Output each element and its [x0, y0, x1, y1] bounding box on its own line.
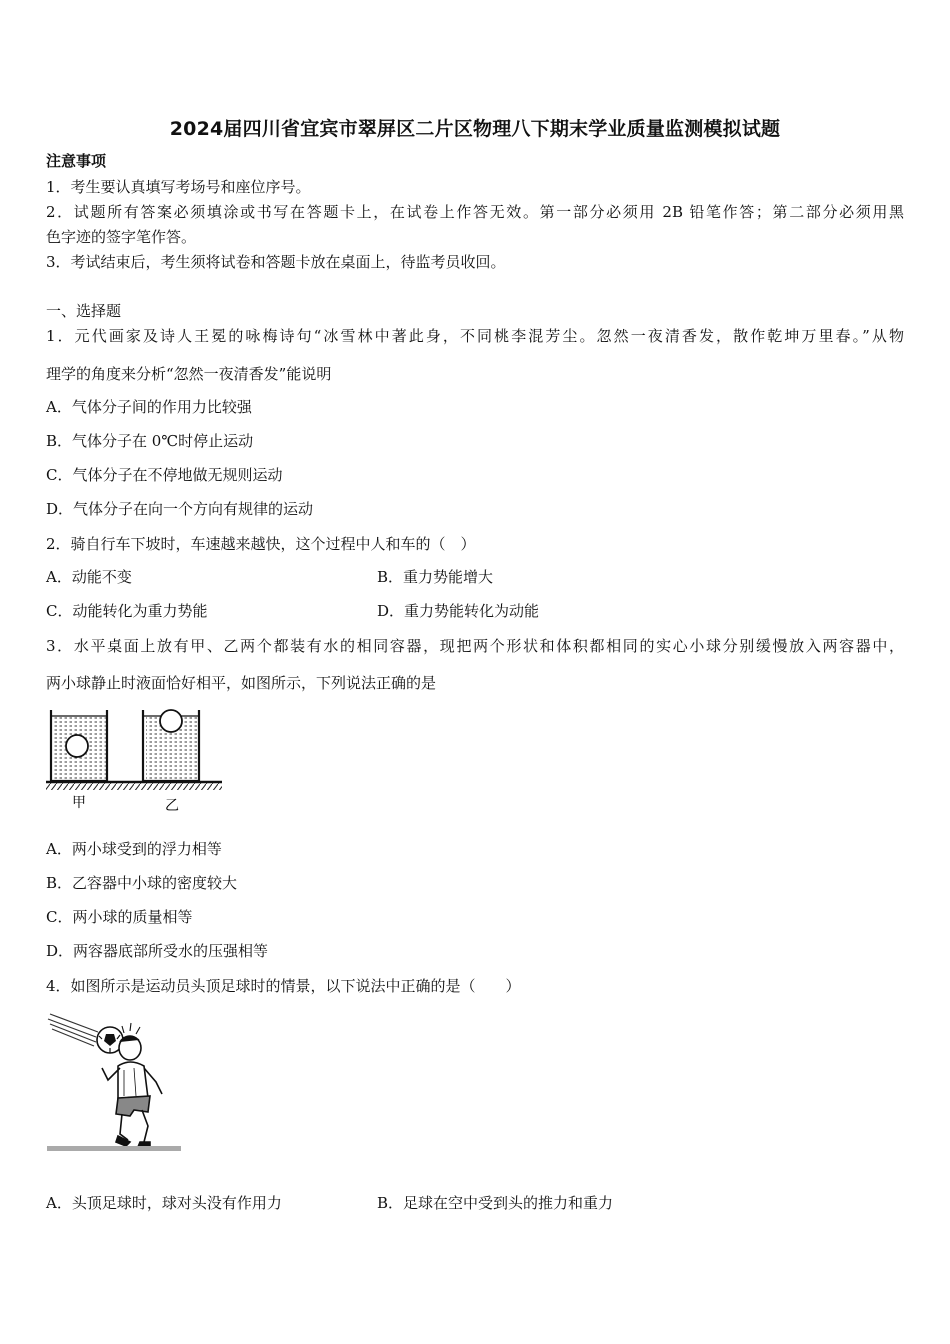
container-yi: [143, 710, 199, 781]
q2-option-c: C．动能转化为重力势能: [46, 602, 208, 620]
notice-item: 3．考试结束后，考生须将试卷和答题卡放在桌面上，待监考员收回。: [46, 253, 506, 271]
notice-heading: 注意事项: [46, 152, 107, 170]
notice-item: 2．试题所有答案必须填涂或书写在答题卡上，在试卷上作答无效。第一部分必须用 2B 铅笔作答；第二部分必须用黑: [46, 203, 904, 221]
q4-option-b: B．足球在空中受到头的推力和重力: [377, 1194, 614, 1212]
motion-lines: [48, 1014, 98, 1046]
q1-option-a: A．气体分子间的作用力比较强: [46, 398, 252, 416]
q1-option-d: D．气体分子在向一个方向有规律的运动: [46, 500, 314, 518]
q4-stem: 4．如图所示是运动员头顶足球时的情景，以下说法中正确的是（ ）: [46, 977, 521, 995]
section-heading: 一、选择题: [46, 302, 122, 320]
q4-option-a: A．头顶足球时，球对头没有作用力: [46, 1194, 282, 1212]
ball-jia: [66, 735, 88, 757]
q2-stem: 2．骑自行车下坡时，车速越来越快，这个过程中人和车的（ ）: [46, 535, 476, 553]
q2-option-d: D．重力势能转化为动能: [377, 602, 540, 620]
notice-item: 色字迹的签字笔作答。: [46, 228, 197, 246]
q1-stem-line1: 1．元代画家及诗人王冕的咏梅诗句“冰雪林中著此身，不同桃李混芳尘。忽然一夜清香发，散作乾坤万里春。”从物: [46, 327, 904, 345]
notice-item: 1．考生要认真填写考场号和座位序号。: [46, 178, 311, 196]
q3-stem-line2: 两小球静止时液面恰好相平，如图所示，下列说法正确的是: [46, 674, 437, 692]
label-jia: 甲: [72, 795, 86, 811]
header-player-figure: [44, 1008, 184, 1158]
q3-option-c: C．两小球的质量相等: [46, 908, 193, 926]
q1-option-b: B．气体分子在 0℃时停止运动: [46, 432, 254, 450]
container-jia: [51, 710, 107, 781]
containers-figure: [44, 704, 229, 816]
page-title: 2024届四川省宜宾市翠屏区二片区物理八下期末学业质量监测模拟试题: [169, 118, 781, 140]
label-yi: 乙: [165, 798, 179, 814]
q2-option-b: B．重力势能增大: [377, 568, 494, 586]
q1-stem-line2: 理学的角度来分析“忽然一夜清香发”能说明: [46, 365, 332, 383]
q3-stem-line1: 3．水平桌面上放有甲、乙两个都装有水的相同容器，现把两个形状和体积都相同的实心小球分别缓慢放入两容器中，: [46, 637, 904, 655]
q3-option-b: B．乙容器中小球的密度较大: [46, 874, 238, 892]
ground: [47, 1146, 181, 1151]
q3-option-d: D．两容器底部所受水的压强相等: [46, 942, 269, 960]
q2-option-a: A．动能不变: [46, 568, 132, 586]
ball-yi: [160, 710, 182, 732]
q1-option-c: C．气体分子在不停地做无规则运动: [46, 466, 283, 484]
q3-option-a: A．两小球受到的浮力相等: [46, 840, 222, 858]
